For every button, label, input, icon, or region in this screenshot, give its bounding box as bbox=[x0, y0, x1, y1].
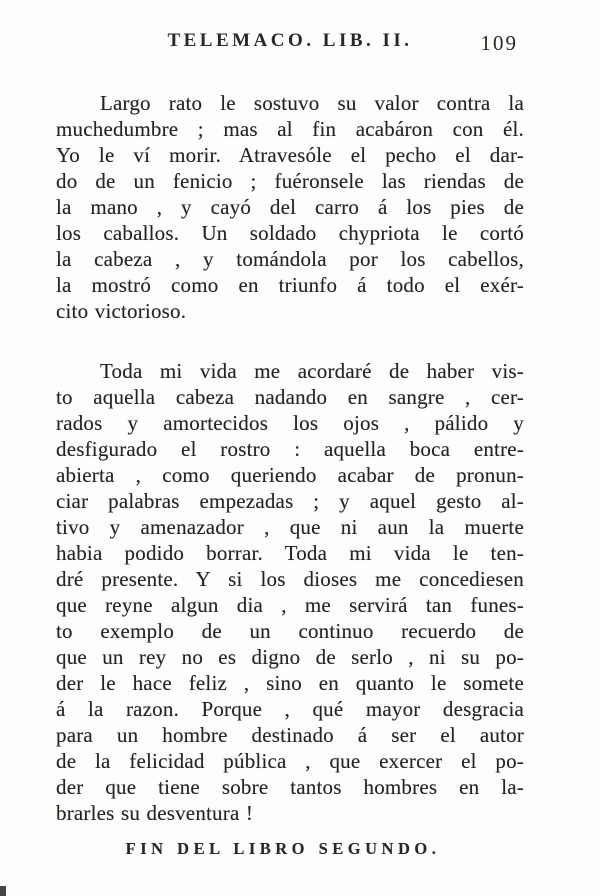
text-line: que reyne algun dia , me servirá tan funes- bbox=[56, 593, 524, 617]
text-line: de la felicidad pública , que exercer el po- bbox=[56, 749, 524, 773]
text-line: la cabeza , y tomándola por los cabellos, bbox=[56, 247, 524, 271]
text-line: Yo le ví morir. Atravesóle el pecho el dar- bbox=[56, 143, 524, 167]
text-line: to aquella cabeza nadando en sangre , cer- bbox=[56, 385, 524, 409]
paragraph-1 bbox=[56, 90, 524, 324]
text-line: der le hace feliz , sino en quanto le somete bbox=[56, 671, 524, 695]
paragraph-gap bbox=[56, 324, 524, 358]
text-line: dré presente. Y si los dioses me concediesen bbox=[56, 567, 524, 591]
running-title: TELEMACO. LIB. II. bbox=[167, 30, 413, 51]
text-line: der que tiene sobre tantos hombres en la- bbox=[56, 775, 524, 799]
text-line: do de un fenicio ; fuéronsele las riendas de bbox=[56, 169, 524, 193]
text-line: para un hombre destinado á ser el autor bbox=[56, 723, 524, 747]
text-line: Largo rato le sostuvo su valor contra la bbox=[100, 91, 524, 115]
scan-artifact-mark bbox=[0, 886, 6, 896]
text-line: desfigurado el rostro : aquella boca entre- bbox=[56, 437, 524, 461]
text-line: abierta , como queriendo acabar de pronun- bbox=[56, 463, 524, 487]
text-line: los caballos. Un soldado chypriota le cortó bbox=[56, 221, 524, 245]
text-line: habia podido borrar. Toda mi vida le ten- bbox=[56, 541, 524, 565]
text-line: la mostró como en triunfo á todo el exér- bbox=[56, 273, 524, 297]
page-number: 109 bbox=[480, 31, 518, 55]
text-line: á la razon. Porque , qué mayor desgracia bbox=[56, 697, 524, 721]
book-end-caption: FIN DEL LIBRO SEGUNDO. bbox=[125, 839, 441, 858]
text-line: brarles su desventura ! bbox=[56, 801, 254, 825]
running-header bbox=[56, 30, 524, 56]
text-line: ciar palabras empezadas ; y aquel gesto al- bbox=[56, 489, 524, 513]
text-line: la mano , y cayó del carro á los pies de bbox=[56, 195, 524, 219]
text-line: to exemplo de un continuo recuerdo de bbox=[56, 619, 524, 643]
text-line: Toda mi vida me acordaré de haber vis- bbox=[100, 359, 524, 383]
text-line: tivo y amenazador , que ni aun la muerte bbox=[56, 515, 524, 539]
text-line: rados y amortecidos los ojos , pálido y bbox=[56, 411, 524, 435]
page-body-text bbox=[56, 90, 524, 862]
text-line: que un rey no es digno de serlo , ni su po- bbox=[56, 645, 524, 669]
text-line: cito victorioso. bbox=[56, 299, 187, 323]
text-line: muchedumbre ; mas al fin acabáron con él. bbox=[56, 117, 524, 141]
paragraph-2 bbox=[56, 358, 524, 826]
